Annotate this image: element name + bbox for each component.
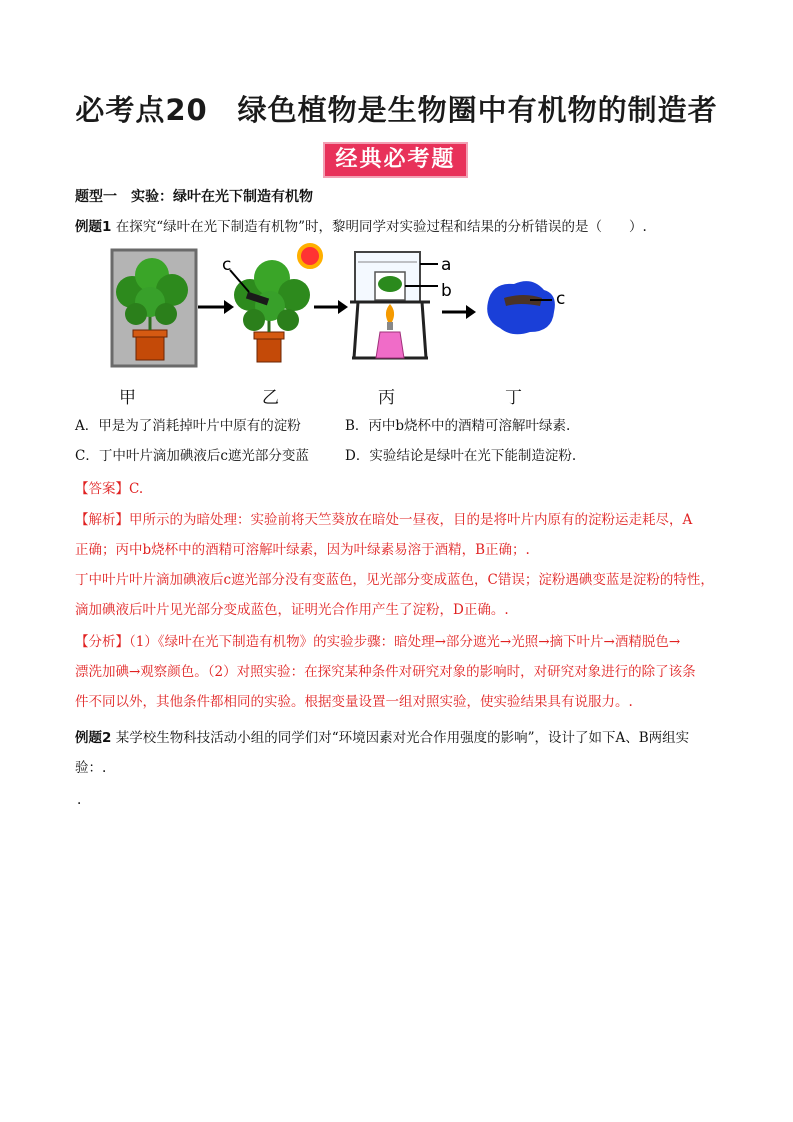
stage-bing-water-bath: [350, 252, 438, 358]
stage-label-yi: 乙: [262, 388, 279, 408]
analysis-line: 丁中叶片叶片滴加碘液后c遮光部分没有变蓝色，见光部分变成蓝色，C错误；淀粉遇碘变蓝是淀粉的特性，: [75, 572, 714, 588]
question-2: [75, 723, 725, 783]
analysis-line: 【解析】甲所示的为暗处理：实验前将天竺葵放在暗处一昼夜，目的是将叶片内原有的淀粉运走耗尽，A: [75, 512, 693, 528]
option-b: B．丙中b烧杯中的酒精可溶解叶绿素.: [345, 418, 571, 434]
notes-block: [75, 627, 725, 717]
option-d: D．实验结论是绿叶在光下能制造淀粉.: [345, 448, 577, 464]
question-1-text: 在探究“绿叶在光下制造有机物”时，黎明同学对实验过程和结果的分析错误的是（ ）.: [115, 219, 647, 235]
stage-jia-plant: [112, 250, 196, 366]
stage-label-bing: 丙: [378, 388, 395, 408]
notes-line: 漂洗加碘→观察颜色。（2）对照实验：在探究某种条件对研究对象的影响时，对研究对象进行的除了该条: [75, 664, 696, 680]
stage-ding-leaf: [487, 281, 555, 334]
question-2-line: 验：.: [75, 760, 107, 776]
classic-question-badge: 经典必考题: [323, 142, 468, 178]
question-1-label: 例题1: [75, 219, 112, 235]
question-1-stem: [75, 217, 647, 237]
stage-label-ding: 丁: [505, 388, 522, 408]
section-title: 题型一 实验：绿叶在光下制造有机物: [75, 189, 313, 205]
question-2-line: [75, 723, 725, 753]
analysis-block: [75, 505, 725, 625]
notes-line: 【分析】（1）《绿叶在光下制造有机物》的实验步骤：暗处理→部分遮光→光照→摘下叶片→酒精脱色→: [75, 634, 681, 650]
notes-line: 件不同以外，其他条件都相同的实验。根据变量设置一组对照实验，使实验结果具有说服力。.: [75, 694, 633, 710]
label-b-beaker: b: [441, 281, 452, 301]
stage-label-jia: 甲: [119, 388, 136, 408]
question-2-label: 例题2: [75, 730, 112, 746]
analysis-line: 正确；丙中b烧杯中的酒精可溶解叶绿素，因为叶绿素易溶于酒精，B正确；.: [75, 542, 530, 558]
page-title: 必考点20 绿色植物是生物圈中有机物的制造者: [75, 93, 718, 127]
trailing-mark: .: [77, 792, 82, 808]
question-2-text: 某学校生物科技活动小组的同学们对“环境因素对光合作用强度的影响”，设计了如下A、B两组实: [115, 730, 690, 746]
label-c-stained: c: [556, 289, 566, 309]
analysis-line: 滴加碘液后叶片见光部分变成蓝色，证明光合作用产生了淀粉，D正确。.: [75, 602, 509, 618]
answer: 【答案】C.: [75, 481, 144, 497]
option-a: A．甲是为了消耗掉叶片中原有的淀粉: [75, 418, 301, 434]
option-c: C．丁中叶片滴加碘液后c遮光部分变蓝: [75, 448, 309, 464]
label-a-beaker: a: [441, 255, 452, 275]
label-c-leaf-cover: c: [222, 255, 232, 275]
stage-yi-plant: [230, 245, 321, 362]
